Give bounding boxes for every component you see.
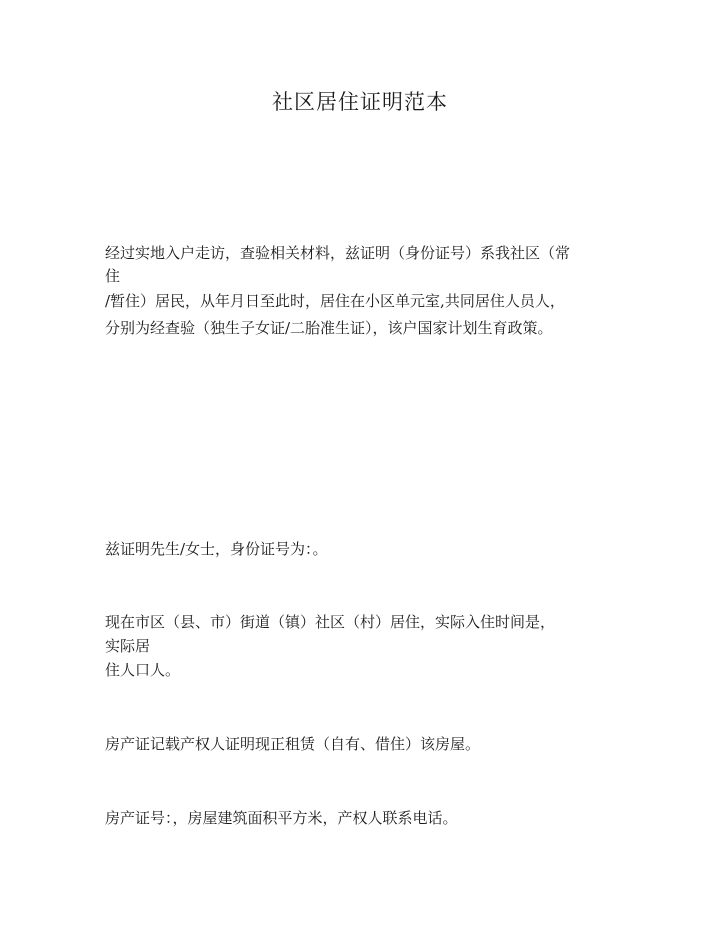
paragraph-3-line-2: 实际居 bbox=[105, 637, 151, 655]
paragraph-1-line-2: 住 bbox=[105, 267, 121, 285]
document-title: 社区居住证明范本 bbox=[272, 90, 448, 114]
paragraph-2-line-1: 兹证明先生/女士，身份证号为：。 bbox=[105, 540, 328, 558]
paragraph-4-line-1: 房产证记载产权人证明现正租赁（自有、借住）该房屋。 bbox=[105, 735, 481, 753]
paragraph-5-line-1: 房产证号：，房屋建筑面积平方米，产权人联系电话。 bbox=[105, 809, 458, 827]
paragraph-1-line-1: 经过实地入户走访，查验相关材料，兹证明（身份证号）系我社区（常 bbox=[105, 244, 571, 262]
paragraph-1-line-4: 分别为经查验（独生子女证/二胎准生证），该户国家计划生育政策。 bbox=[105, 319, 553, 337]
paragraph-3-line-1: 现在市区（县、市）街道（镇）社区（村）居住，实际入住时间是， bbox=[105, 613, 556, 631]
paragraph-1-line-3: /暂住）居民，从年月日至此时，居住在小区单元室,共同居住人员人， bbox=[105, 292, 565, 310]
paragraph-3-line-3: 住人口人。 bbox=[105, 661, 181, 679]
